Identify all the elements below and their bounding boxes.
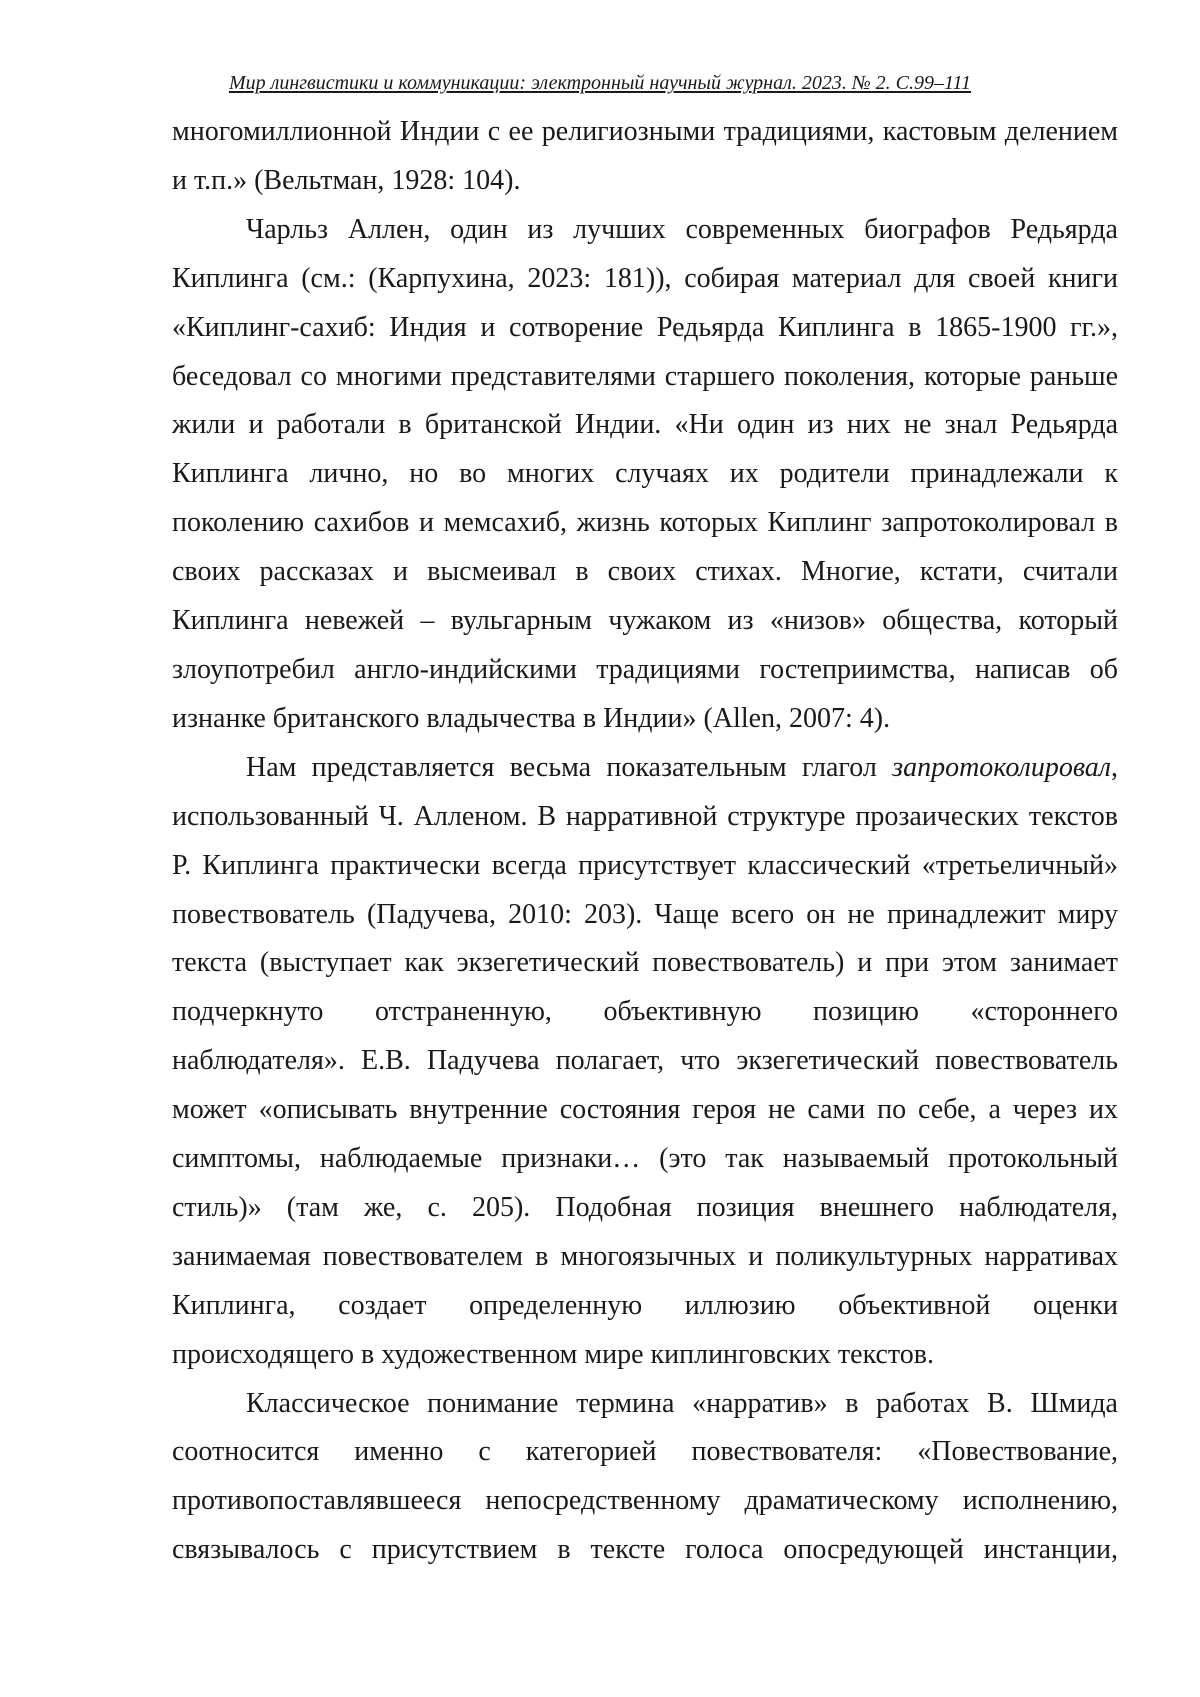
paragraph-narrator-rest: , использованный Ч. Алленом. В нарративной структуре прозаических текстов Р. Киплинга практически всегда присутствует классический «третьеличный» повествователь (Падучева, 2010: 203). Чаще всего он не принадлежит миру текста (выступает как экзегетический повествователь) и при этом занимает подчеркнуто отстраненную, объективную позицию «стороннего наблюдателя». Е.В. Падучева полагает, что экзегетический повествователь может «описывать внутренние состояния героя не сами по себе, а через их симптомы, наблюдаемые признаки… (это так называемый протокольный стиль)» (там же, с. 205). Подобная позиция внешнего наблюдателя, занимаемая повествователем в многоязычных и поликультурных нарративах Киплинга, создает определенную иллюзию объективной оценки происходящего в художественном мире киплинговских текстов. xyxy=(172,751,1118,1370)
running-header xyxy=(0,70,1200,96)
italic-term: запротоколировал xyxy=(892,751,1111,783)
body-text xyxy=(172,108,1118,1575)
paragraph-continuation: многомиллионной Индии с ее религиозными традициями, кастовым делением и т.п.» (Вельтман, 1928: 104). xyxy=(172,116,1118,196)
paragraph-narrator-structure xyxy=(172,744,1118,1380)
paragraph-narrative-term: Классическое понимание термина «нарратив» в работах В. Шмида соотносится именно с категорией повествователя: «Повествование, противопоставлявшееся непосредственному драматическому исполнению, связывалось с присутствием в тексте голоса опосредующей инстанции, xyxy=(172,1387,1118,1566)
journal-citation: Мир лингвистики и коммуникации: электронный научный журнал. 2023. № 2. С.99–111 xyxy=(228,72,972,94)
paragraph-allen-biography: Чарльз Аллен, один из лучших современных биографов Редьярда Киплинга (см.: (Карпухина, 2023: 181)), собирая материал для своей книги «Киплинг-сахиб: Индия и сотворение Редьярда Киплинга в 1865-1900 гг.», беседовал со многими представителями старшего поколения, которые раньше жили и работали в британской Индии. «Ни один из них не знал Редьярда Киплинга лично, но во многих случаях их родители принадлежали к поколению сахибов и мемсахиб, жизнь которых Киплинг запротоколировал в своих рассказах и высмеивал в своих стихах. Многие, кстати, считали Киплинга невежей – вульгарным чужаком из «низов» общества, который злоупотребил англо-индийскими традициями гостеприимства, написав об изнанке британского владычества в Индии» (Allen, 2007: 4). xyxy=(172,213,1118,734)
paragraph-narrator-lead: Нам представляется весьма показательным глагол xyxy=(246,751,893,783)
